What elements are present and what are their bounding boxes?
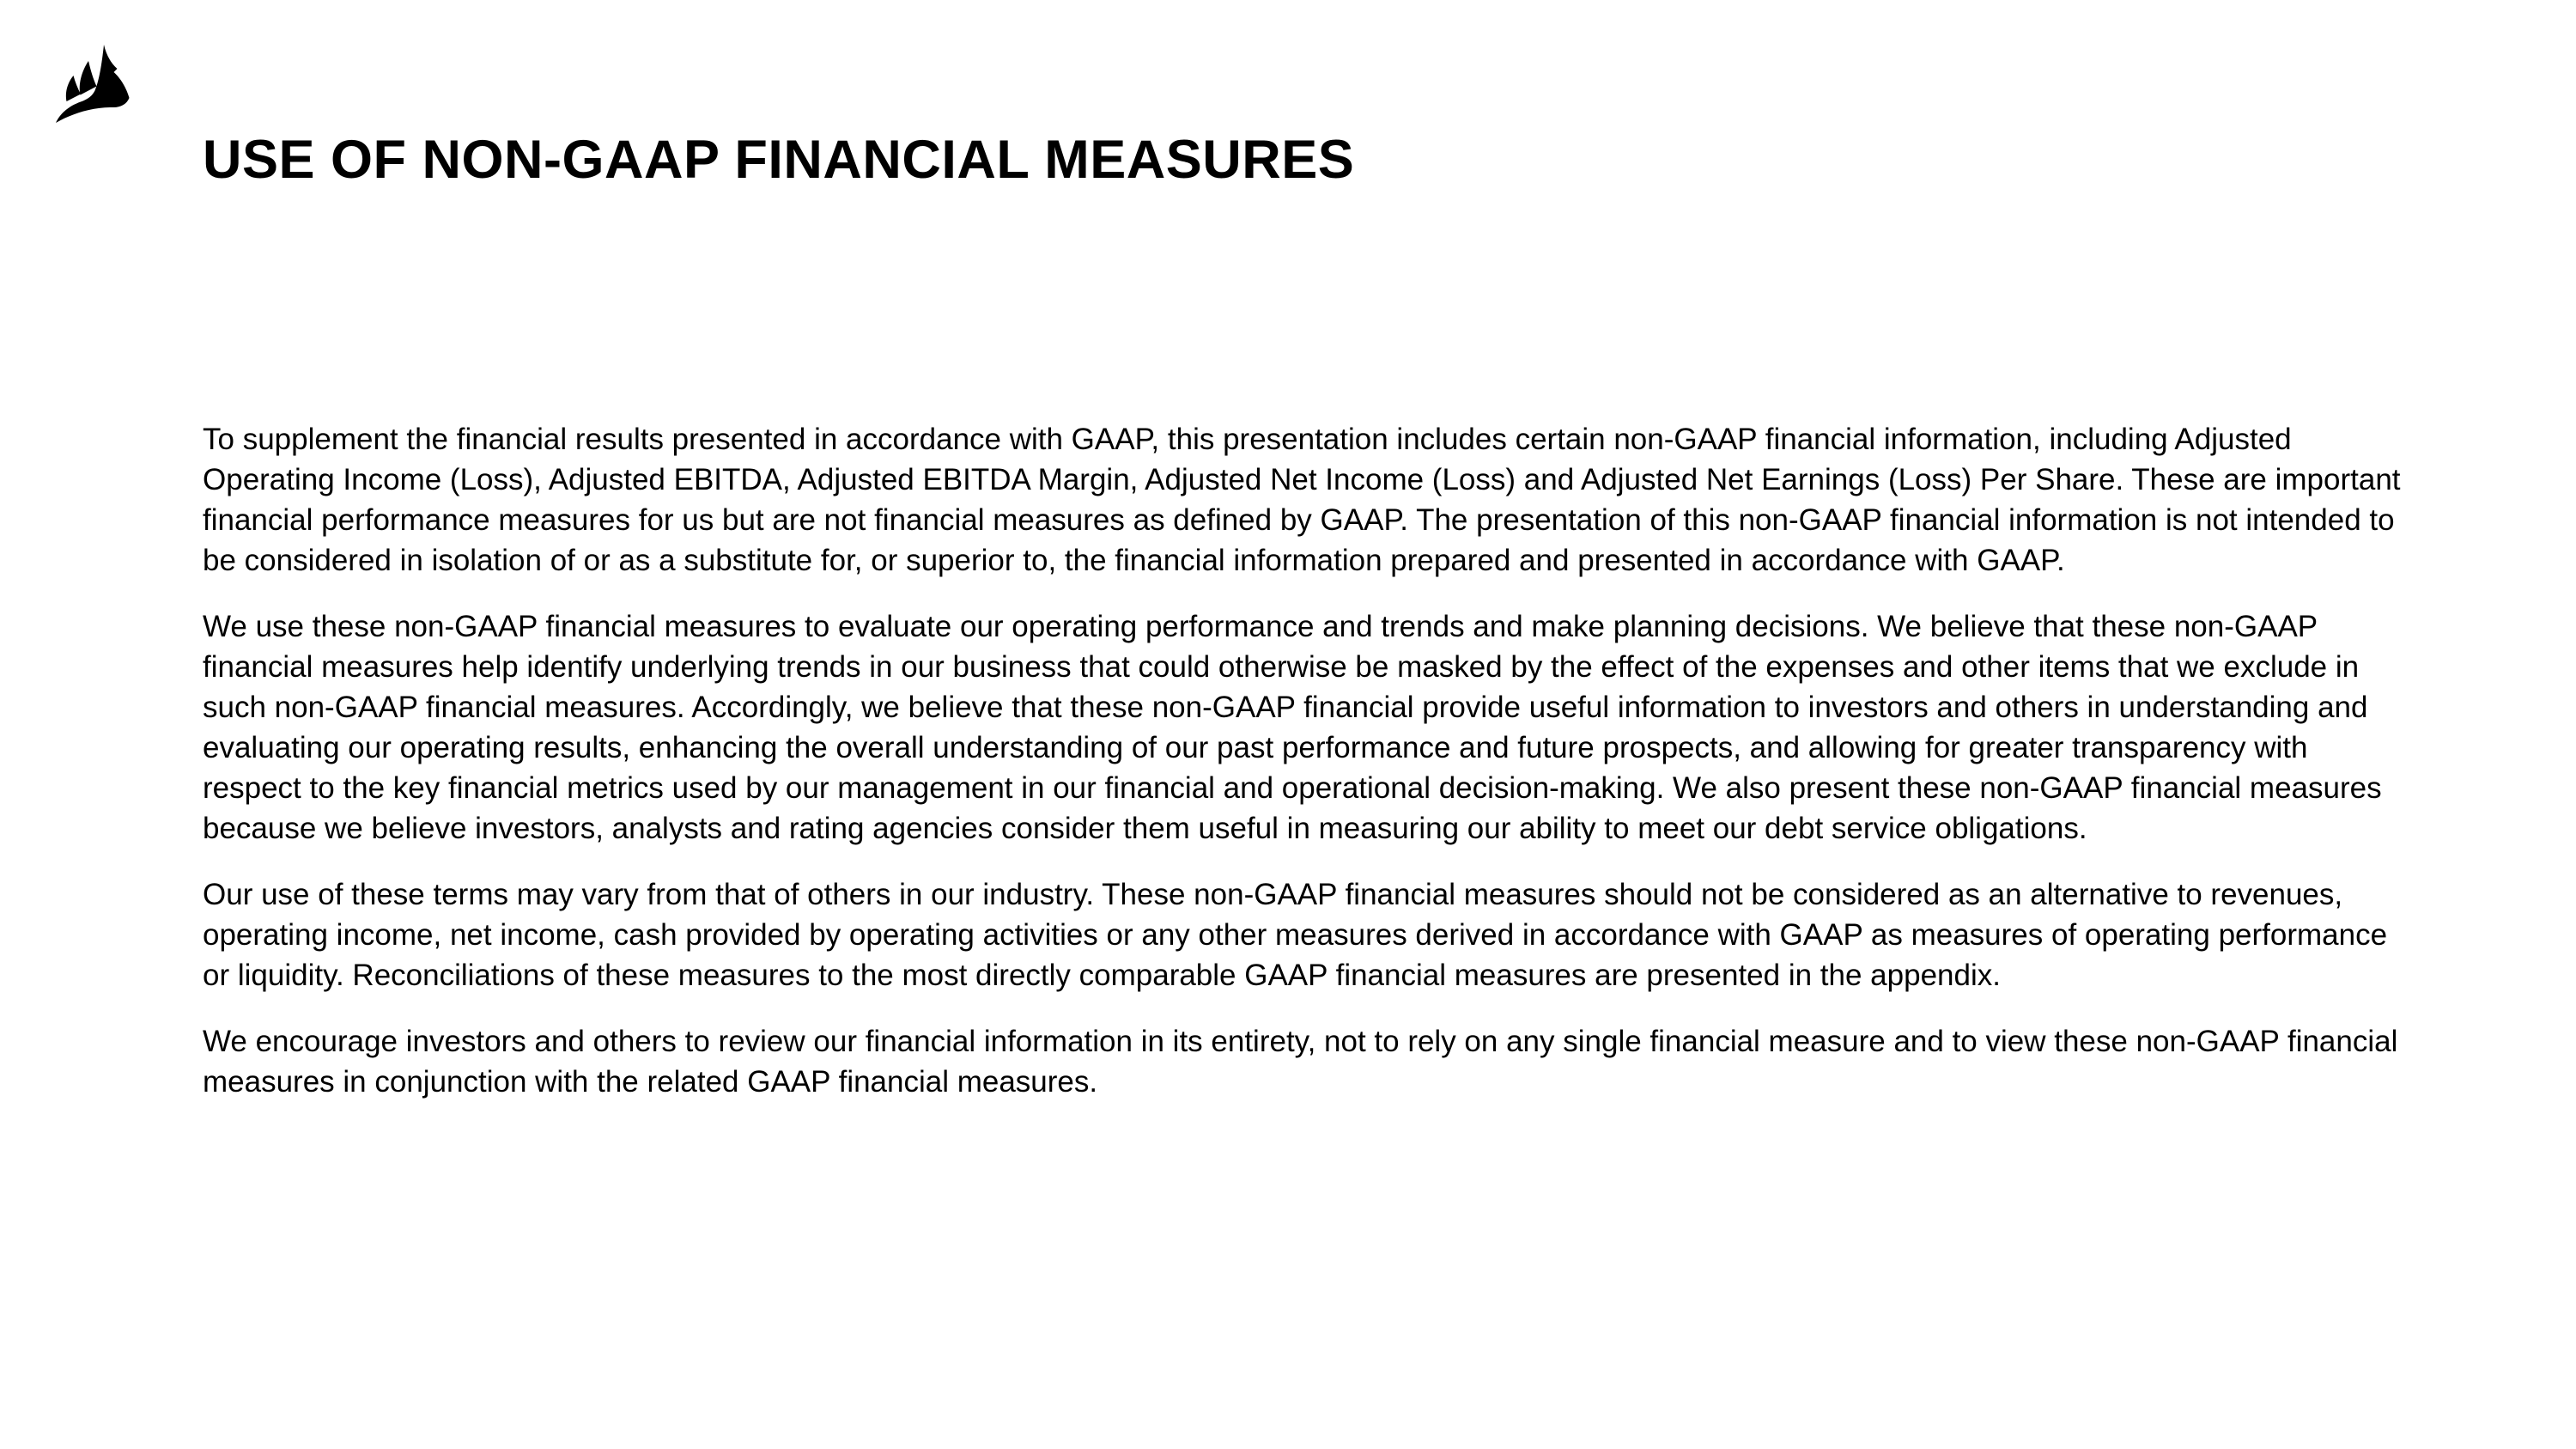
page-title: USE OF NON-GAAP FINANCIAL MEASURES <box>203 130 1355 190</box>
paragraph-encourage-investors: We encourage investors and others to review our financial information in its entirety, not to rely on any single financial measure and to view these non-GAAP financial measures in conjunction with the related GAAP financial measures. <box>203 1025 2398 1099</box>
paragraph-supplement-gaap: To supplement the financial results presented in accordance with GAAP, this presentation includes certain non-GAAP financial information, including Adjusted Operating Income (Loss), Adjusted EBITDA, Adjusted EBITDA Margin, Adjusted Net Income (Loss) and Adjusted Net Earnings (Loss) Per Share. These are important financial performance measures for us but are not financial measures as defined by GAAP. The presentation of this non-GAAP financial information is not intended to be considered in isolation of or as a substitute for, or superior to, the financial information prepared and presented in accordance with GAAP. <box>203 423 2401 577</box>
paragraph-use-of-measures: We use these non-GAAP financial measures to evaluate our operating performance and trends and make planning decisions. We believe that these non-GAAP financial measures help identify underlying trends in our business that could otherwise be masked by the effect of the expenses and other items that we exclude in such non-GAAP financial measures. Accordingly, we believe that these non-GAAP financial provide useful information to investors and others in understanding and evaluating our operating results, enhancing the overall understanding of our past performance and future prospects, and allowing for greater transparency with respect to the key financial metrics used by our management in our financial and operational decision-making. We also present these non-GAAP financial measures because we believe investors, analysts and rating agencies consider them useful in measuring our ability to meet our debt service obligations. <box>203 610 2382 845</box>
paragraph-terms-vary: Our use of these terms may vary from that of others in our industry. These non-GAAP financial measures should not be considered as an alternative to revenues, operating income, net income, cash provided by operating activities or any other measures derived in accordance with GAAP as measures of operating performance or liquidity. Reconciliations of these measures to the most directly comparable GAAP financial measures are presented in the appendix. <box>203 878 2388 992</box>
corsair-sails-logo <box>47 41 137 127</box>
body-text <box>203 419 2409 1102</box>
